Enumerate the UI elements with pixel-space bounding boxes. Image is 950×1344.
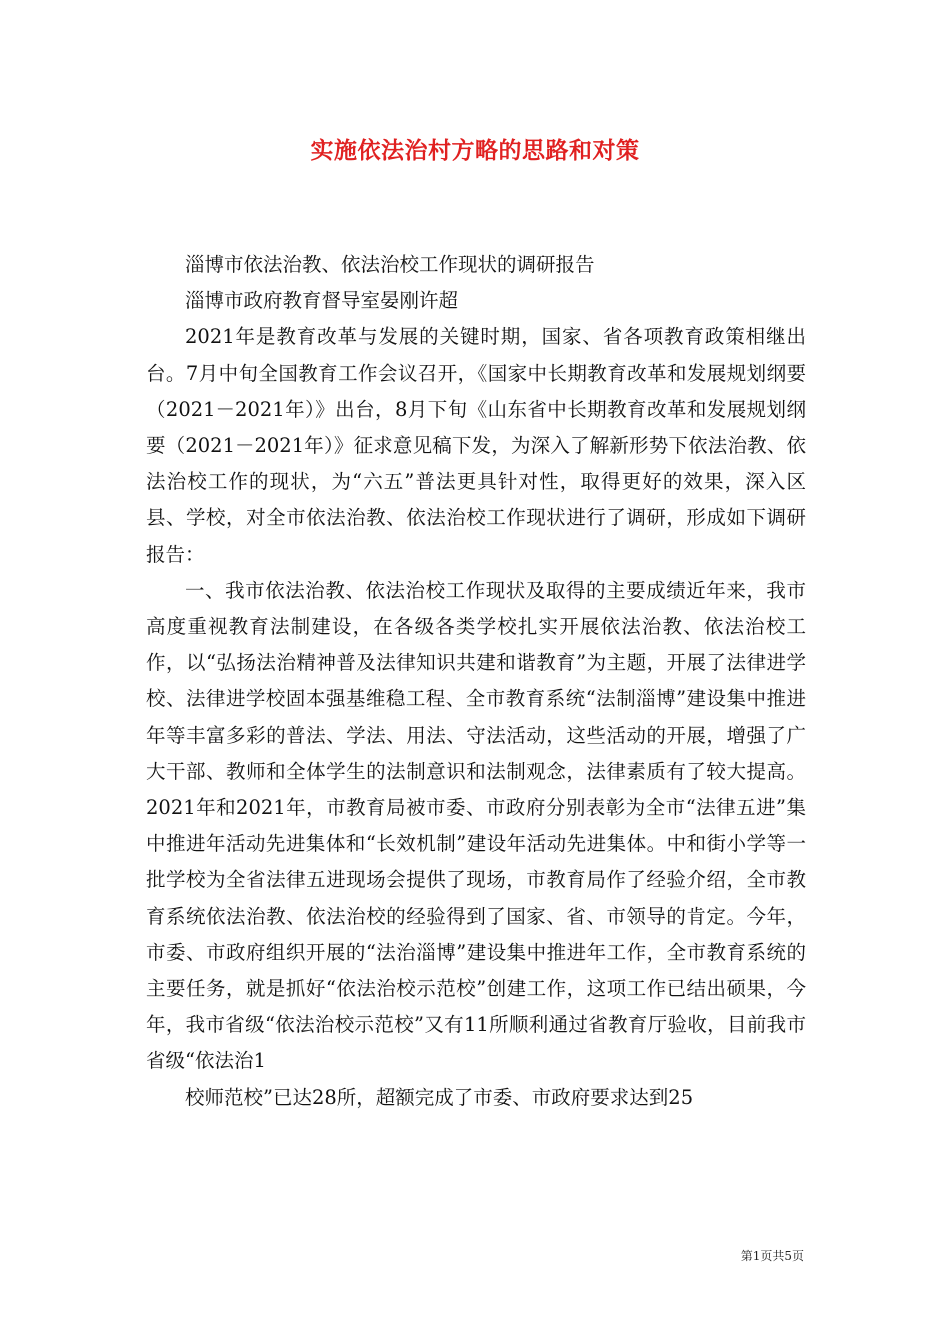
- document-title: 实施依法治村方略的思路和对策: [310, 137, 640, 164]
- page-number: 第1页共5页: [740, 1249, 804, 1263]
- report-author: 淄博市政府教育督导室晏刚许超: [185, 289, 459, 313]
- paragraph-section-one: 一、我市依法治教、依法治校工作现状及取得的主要成绩近年来，我市高度重视教育法制建设，在各级各类学校扎实开展依法治教、依法治校工作，以“弘扬法治精神普及法律知识共建和谐教育”为主题，开展了法律进学校、法律进学校固本强基维稳工程、全市教育系统“法制淄博”建设集中推进年等丰富多彩的普法、学法、用法、守法活动，这些活动的开展，增强了广大干部、教师和全体学生的法制意识和法制观念，法律素质有了较大提高。2021年和2021年，市教育局被市委、市政府分别表彰为全市“法律五进”集中推进年活动先进集体和“长效机制”建设年活动先进集体。中和街小学等一批学校为全省法律五进现场会提供了现场，市教育局作了经验介绍，全市教育系统依法治教、依法治校的经验得到了国家、省、市领导的肯定。今年，市委、市政府组织开展的“法治淄博”建设集中推进年工作，全市教育系统的主要任务，就是抓好“依法治校示范校”创建工作，这项工作已结出硕果，今年，我市省级“依法治校示范校”又有11所顺利通过省教育厅验收，目前我市省级“依法治1: [146, 578, 806, 1073]
- report-subtitle: 淄博市依法治教、依法治校工作现状的调研报告: [185, 253, 595, 276]
- document-body: [146, 247, 806, 1116]
- paragraph-continued: 校师范校”已达28所，超额完成了市委、市政府要求达到25: [185, 1085, 694, 1109]
- paragraph-intro: 2021年是教育改革与发展的关键时期，国家、省各项教育政策相继出台。7月中旬全国教育工作会议召开，《国家中长期教育改革和发展规划纲要（2021－2021年）》出台，8月下旬《山东省中长期教育改革和发展规划纲要（2021－2021年）》征求意见稿下发，为深入了解新形势下依法治教、依法治校工作的现状，为“六五”普法更具针对性，取得更好的效果，深入区县、学校，对全市依法治教、依法治校工作现状进行了调研，形成如下调研报告：: [146, 325, 806, 566]
